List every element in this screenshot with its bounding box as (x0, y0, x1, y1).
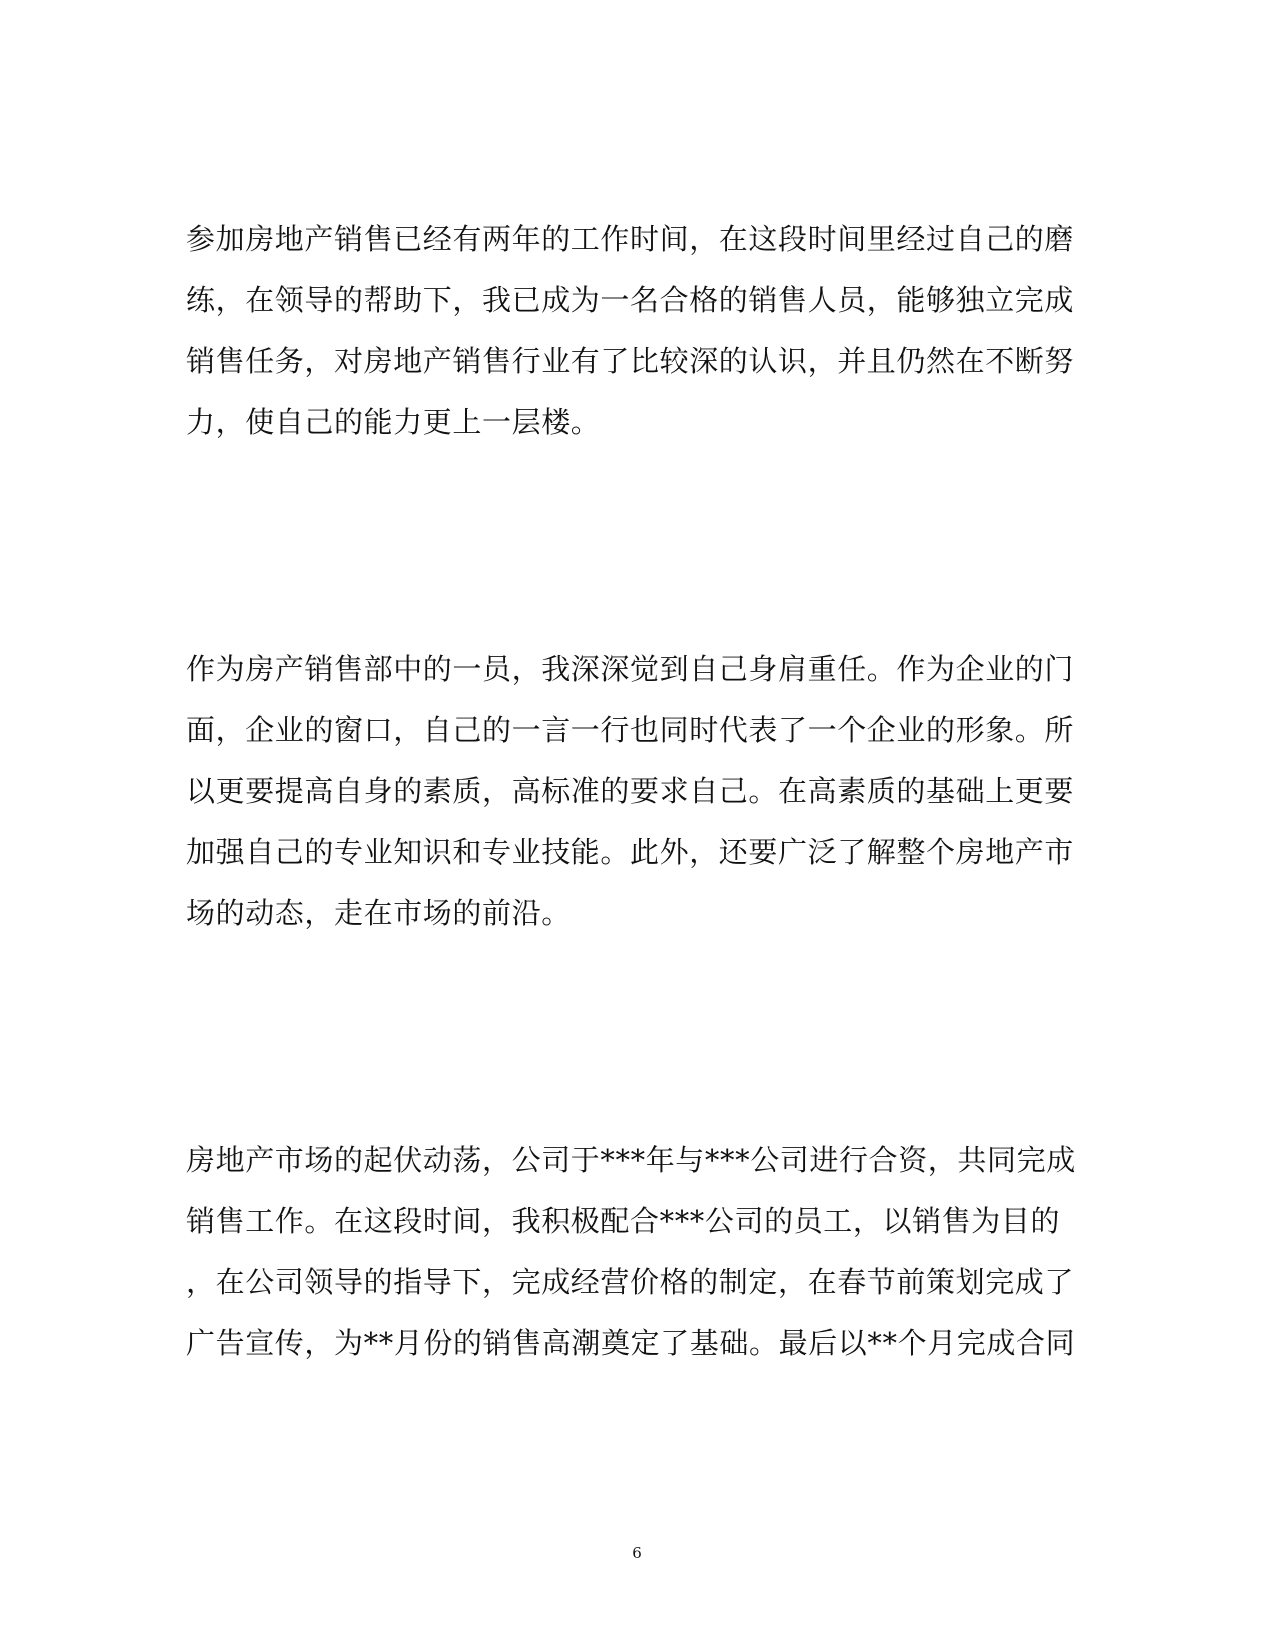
paragraph-line: 练，在领导的帮助下，我已成为一名合格的销售人员，能够独立完成 (186, 283, 1075, 317)
paragraph-line: 房地产市场的起伏动荡，公司于***年与***公司进行合资，共同完成 (186, 1143, 1076, 1177)
page-number: 6 (632, 1544, 642, 1562)
paragraph-line: 参加房地产销售已经有两年的工作时间，在这段时间里经过自己的磨 (186, 222, 1075, 256)
paragraph-line: 加强自己的专业知识和专业技能。此外，还要广泛了解整个房地产市 (186, 835, 1075, 869)
paragraph-line: 力，使自己的能力更上一层楼。 (186, 405, 601, 439)
paragraph-line: 场的动态，走在市场的前沿。 (186, 896, 571, 930)
paragraph-line: ，在公司领导的指导下，完成经营价格的制定，在春节前策划完成了 (186, 1265, 1075, 1299)
paragraph-line: 以更要提高自身的素质，高标准的要求自己。在高素质的基础上更要 (186, 774, 1075, 808)
paragraph-line: 销售任务，对房地产销售行业有了比较深的认识，并且仍然在不断努 (186, 344, 1075, 378)
paragraph-line: 销售工作。在这段时间，我积极配合***公司的员工，以销售为目的 (186, 1204, 1061, 1238)
paragraph-line: 作为房产销售部中的一员，我深深觉到自己身肩重任。作为企业的门 (186, 652, 1075, 686)
paragraph-line: 面，企业的窗口，自己的一言一行也同时代表了一个企业的形象。所 (186, 713, 1075, 747)
paragraph-line: 广告宣传，为**月份的销售高潮奠定了基础。最后以**个月完成合同 (186, 1326, 1076, 1360)
